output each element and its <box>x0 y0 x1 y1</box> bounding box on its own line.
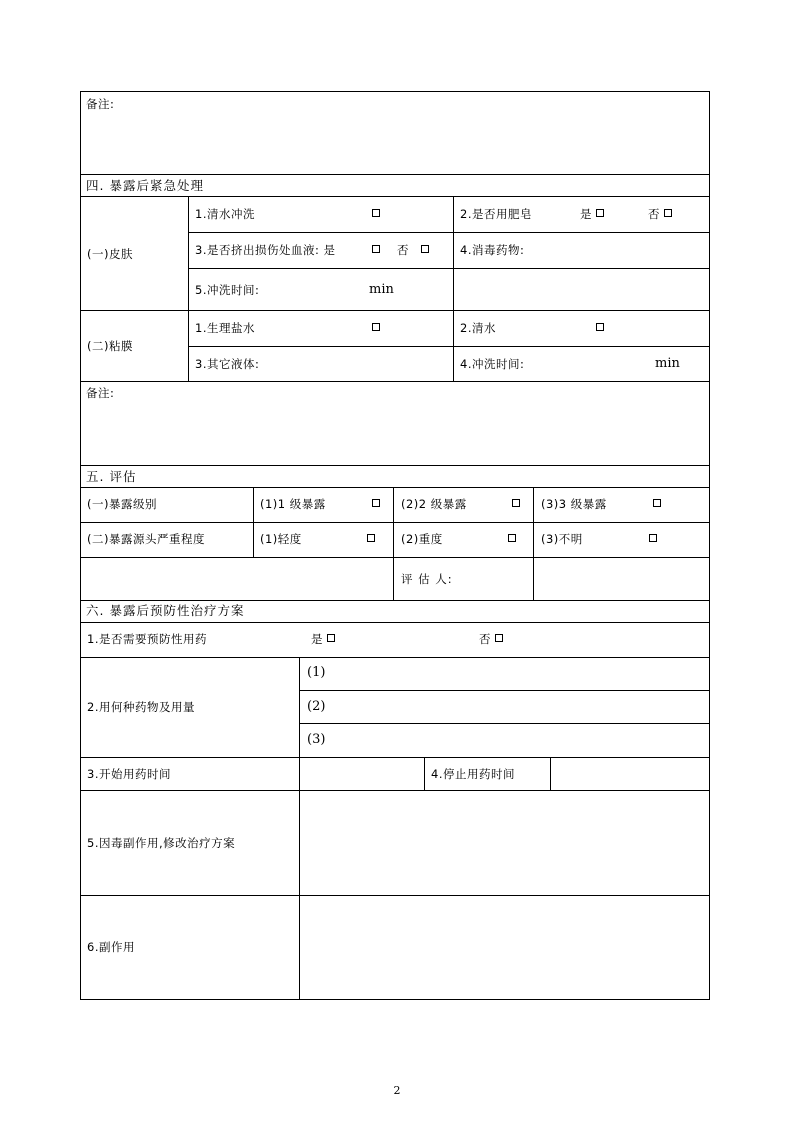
skin-item4: 4.消毒药物: <box>460 243 525 257</box>
rule <box>80 174 710 175</box>
skin-item5: 5.冲洗时间: <box>195 283 260 297</box>
source-severity-3: (3)不明 <box>541 532 583 546</box>
section4-remark-label: 备注: <box>86 386 115 400</box>
rule <box>188 196 189 382</box>
skin-item3-yes-checkbox[interactable] <box>372 245 380 253</box>
skin-item1-checkbox[interactable] <box>372 209 380 217</box>
skin-item1: 1.清水冲洗 <box>195 207 255 221</box>
source-severity-label: (二)暴露源头严重程度 <box>87 532 205 546</box>
rule <box>80 790 710 791</box>
mucosa-item1: 1.生理盐水 <box>195 321 255 335</box>
q2-option-1: (1) <box>307 665 326 680</box>
q1-yes: 是 <box>311 632 323 646</box>
table-bottom-border <box>80 999 710 1000</box>
exposure-level-3-checkbox[interactable] <box>653 499 661 507</box>
mucosa-item1-checkbox[interactable] <box>372 323 380 331</box>
section5-title: 五. 评估 <box>86 469 137 484</box>
exposure-level-2-checkbox[interactable] <box>512 499 520 507</box>
rule <box>453 196 454 382</box>
q5-label: 5.因毒副作用,修改治疗方案 <box>87 836 236 850</box>
mucosa-label: (二)粘膜 <box>87 339 133 353</box>
table-right-border <box>709 91 710 1000</box>
exposure-level-2: (2)2 级暴露 <box>401 497 467 511</box>
mucosa-item2: 2.清水 <box>460 321 496 335</box>
skin-item3-no-checkbox[interactable] <box>421 245 429 253</box>
skin-item2-no-checkbox[interactable] <box>664 209 672 217</box>
mucosa-item4: 4.冲洗时间: <box>460 357 525 371</box>
skin-item2-yes-checkbox[interactable] <box>596 209 604 217</box>
exposure-level-1: (1)1 级暴露 <box>260 497 326 511</box>
skin-item3: 3.是否挤出损伤处血液: 是 <box>195 243 336 257</box>
q2-option-3: (3) <box>307 732 326 747</box>
rule <box>80 557 710 558</box>
exposure-level-3: (3)3 级暴露 <box>541 497 607 511</box>
rule <box>80 465 710 466</box>
rule <box>80 522 710 523</box>
mucosa-item2-checkbox[interactable] <box>596 323 604 331</box>
q3-label: 3.开始用药时间 <box>87 767 171 781</box>
source-severity-2: (2)重度 <box>401 532 443 546</box>
skin-item2-no: 否 <box>648 207 660 221</box>
q6-label: 6.副作用 <box>87 940 135 954</box>
rule <box>533 487 534 601</box>
exposure-level-1-checkbox[interactable] <box>372 499 380 507</box>
rule <box>80 657 710 658</box>
rule <box>188 346 710 347</box>
q4-label: 4.停止用药时间 <box>431 767 515 781</box>
section6-title: 六. 暴露后预防性治疗方案 <box>86 603 245 618</box>
table-top-border <box>80 91 710 92</box>
skin-item5-unit: min <box>369 282 394 297</box>
rule <box>299 723 710 724</box>
rule <box>80 600 710 601</box>
q1-no-checkbox[interactable] <box>495 634 503 642</box>
remark-top-label: 备注: <box>86 97 115 111</box>
exposure-level-label: (一)暴露级别 <box>87 497 157 511</box>
rule <box>80 196 710 197</box>
q1-label: 1.是否需要预防性用药 <box>87 632 207 646</box>
q2-option-2: (2) <box>307 699 326 714</box>
rule <box>299 657 300 1000</box>
rule <box>80 757 710 758</box>
rule <box>393 487 394 601</box>
source-severity-2-checkbox[interactable] <box>508 534 516 542</box>
rule <box>80 310 710 311</box>
assessor-label: 评 估 人: <box>401 572 453 586</box>
rule <box>80 895 710 896</box>
mucosa-item4-unit: min <box>655 356 680 371</box>
source-severity-1: (1)轻度 <box>260 532 302 546</box>
skin-label: (一)皮肤 <box>87 247 133 261</box>
q1-yes-checkbox[interactable] <box>327 634 335 642</box>
page-number: 2 <box>393 1084 401 1097</box>
source-severity-3-checkbox[interactable] <box>649 534 657 542</box>
skin-item2-yes: 是 <box>580 207 592 221</box>
rule <box>253 487 254 558</box>
skin-item3-no: 否 <box>397 243 409 257</box>
q1-no: 否 <box>479 632 491 646</box>
rule <box>80 487 710 488</box>
rule <box>299 690 710 691</box>
rule <box>424 757 425 791</box>
mucosa-item3: 3.其它液体: <box>195 357 260 371</box>
table-left-border <box>80 91 81 1000</box>
skin-item2: 2.是否用肥皂 <box>460 207 532 221</box>
rule <box>188 268 710 269</box>
rule <box>80 622 710 623</box>
source-severity-1-checkbox[interactable] <box>367 534 375 542</box>
rule <box>550 757 551 791</box>
rule <box>80 381 710 382</box>
q2-label: 2.用何种药物及用量 <box>87 700 195 714</box>
rule <box>188 232 710 233</box>
section4-title: 四. 暴露后紧急处理 <box>86 178 204 193</box>
